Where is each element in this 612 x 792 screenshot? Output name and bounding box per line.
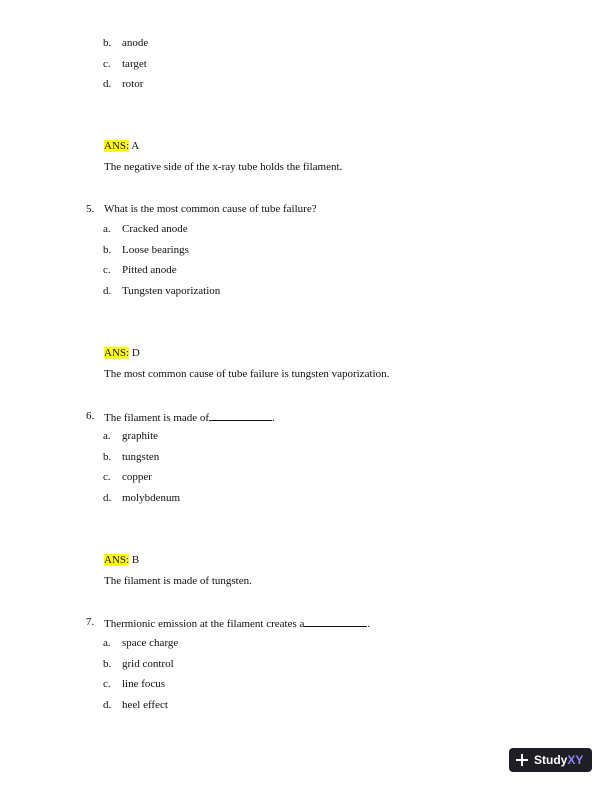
option-letter: c. (103, 678, 111, 690)
answer-label: ANS: (104, 554, 130, 566)
answer-label: ANS: (104, 140, 130, 152)
studyxy-logo[interactable] (509, 748, 592, 772)
question-number: 7. (86, 616, 95, 628)
option-letter: b. (103, 658, 112, 670)
answer-blank (304, 616, 367, 627)
option-text: target (122, 58, 147, 70)
question-text-after: . (367, 618, 371, 630)
answer-line (104, 140, 139, 153)
question-text (104, 616, 370, 631)
option-text: space charge (122, 637, 179, 649)
option-text: copper (122, 471, 152, 483)
question-text-after: . (272, 412, 275, 424)
option-letter: d. (103, 78, 112, 90)
answer-label: ANS: (104, 347, 130, 359)
logo-text-study: Study (534, 753, 568, 767)
question-number: 6. (86, 410, 95, 422)
option-text: rotor (122, 78, 144, 90)
question-text: What is the most common cause of tube failure? (104, 203, 317, 215)
option-letter: c. (103, 471, 111, 483)
option-text: anode (122, 37, 149, 49)
option-text: Loose bearings (122, 244, 189, 256)
option-text: Pitted anode (122, 264, 177, 276)
answer-letter: D (131, 347, 140, 359)
answer-line (104, 347, 140, 360)
answer-explanation: The most common cause of tube failure is tungsten vaporization. (104, 368, 390, 380)
question-text-before: Thermionic emission at the filament creates a (104, 618, 305, 630)
option-text: graphite (122, 430, 159, 442)
option-letter: c. (103, 58, 111, 70)
option-letter: b. (103, 244, 112, 256)
answer-line (104, 554, 139, 567)
option-letter: d. (103, 492, 112, 504)
answer-letter: B (131, 554, 140, 566)
logo-text-xy: XY (567, 753, 584, 767)
option-letter: d. (103, 699, 112, 711)
question-text-before: The filament is made of (104, 412, 210, 424)
answer-explanation: The negative side of the x-ray tube holds the filament. (104, 161, 343, 173)
option-letter: d. (103, 285, 112, 297)
option-letter: a. (103, 637, 111, 649)
option-letter: a. (103, 430, 111, 442)
option-text: line focus (122, 678, 166, 690)
option-letter: b. (103, 37, 112, 49)
plus-icon (516, 754, 528, 766)
answer-letter: A (131, 140, 140, 152)
option-text: Tungsten vaporization (122, 285, 221, 297)
answer-explanation: The filament is made of tungsten. (104, 575, 252, 587)
question-number: 5. (86, 203, 95, 215)
option-letter: c. (103, 264, 111, 276)
option-text: Cracked anode (122, 223, 188, 235)
option-letter: b. (103, 451, 112, 463)
option-text: tungsten (122, 451, 160, 463)
option-letter: a. (103, 223, 111, 235)
option-text: heel effect (122, 699, 168, 711)
answer-blank (209, 410, 272, 421)
question-text (104, 410, 275, 425)
option-text: grid control (122, 658, 174, 670)
option-text: molybdenum (122, 492, 181, 504)
